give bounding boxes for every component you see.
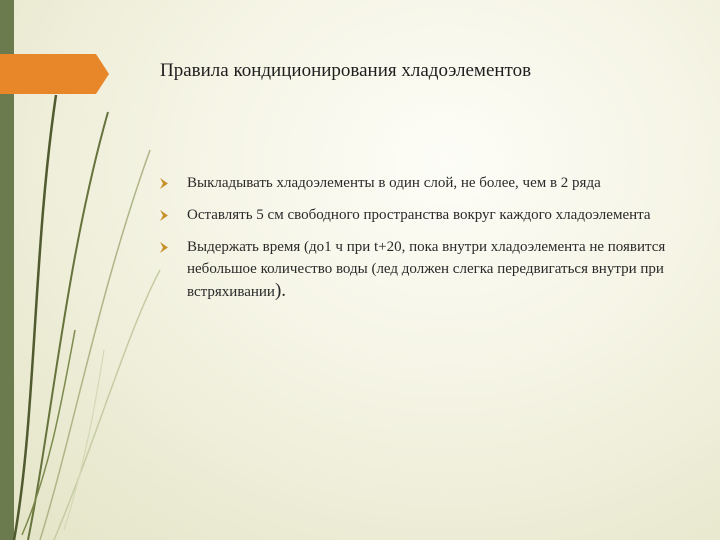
title-accent-tab (0, 54, 109, 94)
bullet-list (158, 172, 678, 313)
bullet-text-trail: ). (274, 280, 287, 301)
chevron-bullet-icon (159, 210, 169, 221)
bullet-text: Выдержать время (до1 ч при t+20, пока внутри хладоэлемента не появится небольшое количество воды (лед должен слегка передвигаться внутри при встряхивании (187, 239, 666, 300)
chevron-bullet-icon (159, 242, 169, 253)
bullet-text: Выкладывать хладоэлементы в один слой, не более, чем в 2 ряда (187, 175, 601, 191)
chevron-bullet-icon (159, 178, 169, 189)
bullet-text: Оставлять 5 см свободного пространства вокруг каждого хладоэлемента (187, 207, 651, 223)
list-item (158, 204, 678, 226)
list-item (158, 236, 678, 303)
slide-title: Правила кондиционирования хладоэлементов (160, 60, 532, 81)
list-item (158, 172, 678, 194)
